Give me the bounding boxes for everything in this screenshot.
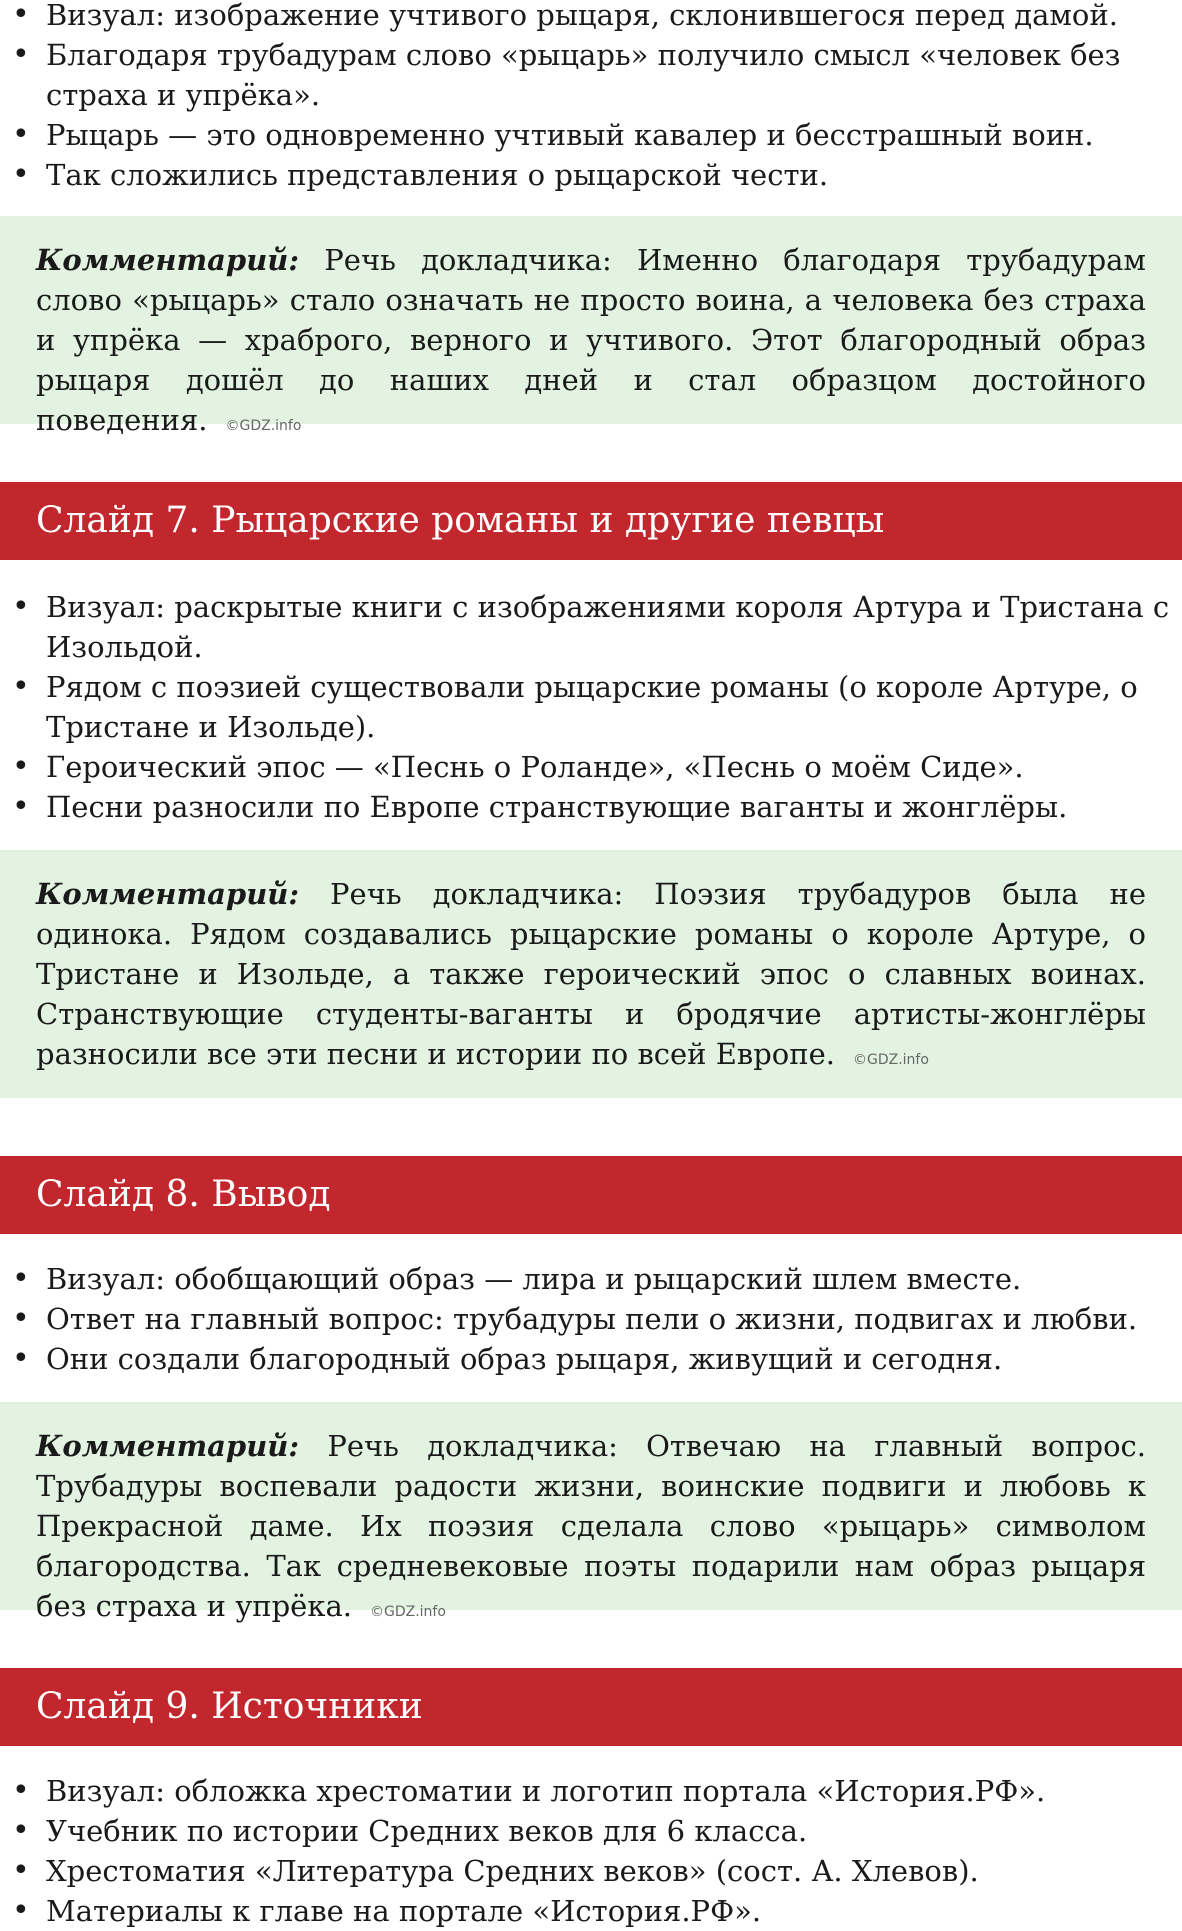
slide-7-header: Слайд 7. Рыцарские романы и другие певцы (0, 482, 1182, 560)
bullet-item: • Материалы к главе на портале «История.РФ». (0, 1891, 1180, 1931)
comment-text: Речь докладчика: Именно благодаря трубадурам слово «рыцарь» стало означать не просто воина, а человека без страха и упрёка — храброго, верного и учтивого. Этот благородный образ рыцаря дошёл до наших дней и стал образцом достойного поведения. (36, 243, 1146, 437)
bullet-item: • Хрестоматия «Литература Средних веков» (сост. А. Хлевов). (0, 1851, 1180, 1891)
slide-9-bullets (0, 1771, 1180, 1931)
bullet-item: • Так сложились представления о рыцарской чести. (0, 155, 1180, 195)
bullet-item: • Визуал: обложка хрестоматии и логотип портала «История.РФ». (0, 1771, 1180, 1811)
comment-label: Комментарий: (36, 1429, 300, 1463)
copyright-stamp: ©GDZ.info (225, 418, 302, 434)
bullet-item: • Визуал: обобщающий образ — лира и рыцарский шлем вместе. (0, 1259, 1180, 1299)
bullet-item: • Благодаря трубадурам слово «рыцарь» получило смысл «человек без страха и упрёка». (0, 35, 1180, 115)
bullet-item: • Визуал: изображение учтивого рыцаря, склонившегося перед дамой. (0, 0, 1180, 35)
slide-7-bullets (0, 587, 1180, 827)
bullet-item: • Рыцарь — это одновременно учтивый кавалер и бесстрашный воин. (0, 115, 1180, 155)
bullet-item: • Ответ на главный вопрос: трубадуры пели о жизни, подвигах и любви. (0, 1299, 1180, 1339)
comment-label: Комментарий: (36, 877, 300, 911)
comment-box (0, 850, 1182, 1098)
bullet-item: • Визуал: раскрытые книги с изображениями короля Артура и Тристана с Изольдой. (0, 587, 1180, 667)
bullet-item: • Учебник по истории Средних веков для 6 класса. (0, 1811, 1180, 1851)
bullet-item: • Они создали благородный образ рыцаря, живущий и сегодня. (0, 1339, 1180, 1379)
copyright-stamp: ©GDZ.info (852, 1052, 929, 1068)
bullet-item: • Героический эпос — «Песнь о Роланде», «Песнь о моём Сиде». (0, 747, 1180, 787)
previous-slide-bullets (0, 0, 1180, 195)
copyright-stamp: ©GDZ.info (369, 1604, 446, 1620)
slide-8-header: Слайд 8. Вывод (0, 1156, 1182, 1234)
slide-8-bullets (0, 1259, 1180, 1379)
comment-box (0, 1402, 1182, 1623)
slide-9-header: Слайд 9. Источники (0, 1668, 1182, 1746)
comment-box (0, 216, 1182, 437)
comment-text: Речь докладчика: Поэзия трубадуров была не одинока. Рядом создавались рыцарские романы о короле Артуре, о Тристане и Изольде, а также героический эпос о славных воинах. Странствующие студенты-ваганты и бродячие артисты-жонглёры разносили все эти песни и истории по всей Европе. (36, 877, 1146, 1071)
bullet-item: • Песни разносили по Европе странствующие ваганты и жонглёры. (0, 787, 1180, 827)
bullet-item: • Рядом с поэзией существовали рыцарские романы (о короле Артуре, о Тристане и Изольде). (0, 667, 1180, 747)
comment-label: Комментарий: (36, 243, 300, 277)
comment-text: Речь докладчика: Отвечаю на главный вопрос. Трубадуры воспевали радости жизни, воинские подвиги и любовь к Прекрасной даме. Их поэзия сделала слово «рыцарь» символом благородства. Так средневековые поэты подарили нам образ рыцаря без страха и упрёка. (36, 1429, 1146, 1623)
